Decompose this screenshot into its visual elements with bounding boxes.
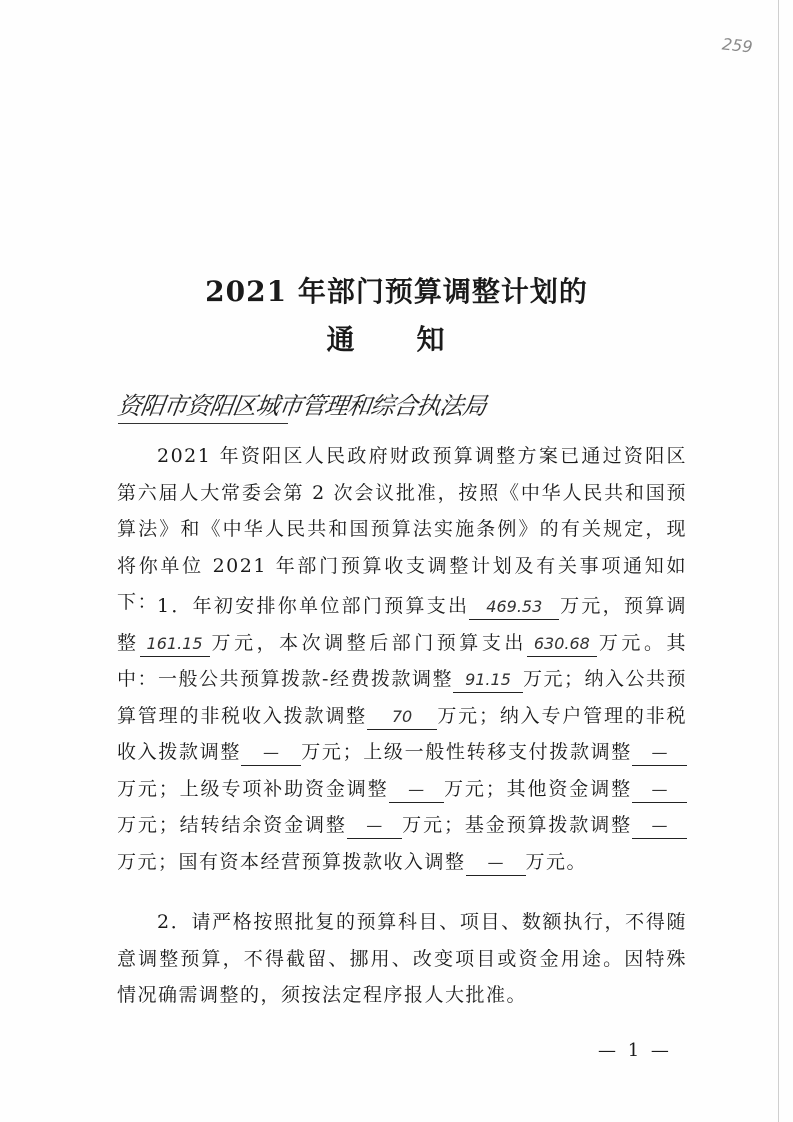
handwritten-recipient: 资阳市资阳区城市管理和综合执法局 [115,392,488,420]
handwritten-corner-mark: 259 [721,34,754,57]
text-segment: 万元；其他资金调整 [443,777,632,800]
initial-budget-field: 469.53 [469,595,559,620]
adjusted-budget-field: 630.68 [527,632,597,657]
text-segment: 万元；结转结余资金调整 [117,814,347,836]
fund-budget-adjustment-field: — [632,814,687,839]
general-transfer-adjustment-field: — [632,741,687,766]
text-segment: 万元；纳入公共预算管理的非税收入拨款调整 [117,668,687,727]
document-title-line2: 通知 [326,323,507,356]
state-capital-adjustment-field: — [466,851,526,876]
text-segment: 万元；国有资本经营预算拨款收入调整 [117,850,466,873]
text-segment: 万元，预算调整 [117,595,687,654]
text-segment: 万元。 [525,850,588,873]
text-segment: 万元；纳入专户管理的非税收入拨款调整 [117,704,687,763]
paragraph-execution-rules: 2．请严格按照批复的预算科目、项目、数额执行，不得随意调整预算，不得截留、挪用、改变项目或资金用途。因特殊情况确需调整的，须按法定程序报人大批准。 [117,911,687,1006]
text-segment: 万元。其中：一般公共预算拨款-经费拨款调整 [117,631,687,690]
text-segment: 1．年初安排你单位部门预算支出 [157,595,470,617]
page-number: — 1 — [598,1040,672,1061]
general-funding-adjustment-field: 91.15 [453,668,523,693]
scan-edge-line [778,0,779,1122]
paragraph-intro: 2021 年资阳区人民政府财政预算调整方案已通过资阳区第六届人大常委会第 2 次会议批准，按照《中华人民共和国预算法》和《中华人民共和国预算法实施条例》的有关规定，现将你单位 2021 年部门预算收支调整计划及有关事项通知如下： [117,445,687,613]
carryover-adjustment-field: — [347,814,402,839]
paragraph-budget-items [117,588,687,880]
special-subsidy-adjustment-field: — [389,778,444,803]
nontax-special-adjustment-field: — [241,741,301,766]
recipient-underline [118,423,288,424]
text-segment: 万元；基金预算拨款调整 [401,814,632,836]
budget-adjustment-field: 161.15 [140,632,210,657]
nontax-public-adjustment-field: 70 [367,705,437,730]
document-title-line1: 2021 年部门预算调整计划的 [205,275,588,308]
text-segment: 万元；上级专项补助资金调整 [117,777,389,800]
other-funds-adjustment-field: — [632,778,687,803]
text-segment: 万元，本次调整后部门预算支出 [209,631,527,654]
text-segment: 万元；上级一般性转移支付拨款调整 [301,741,632,763]
